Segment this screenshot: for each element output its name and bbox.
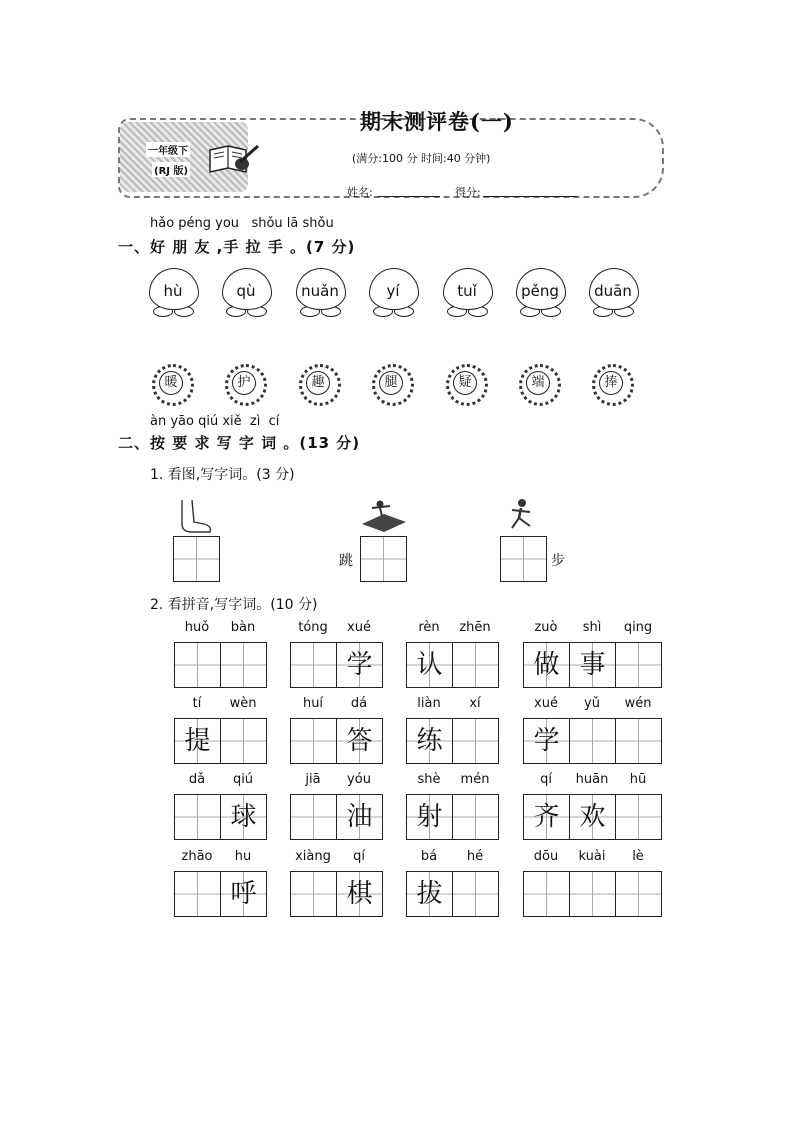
peach-card[interactable] [368, 268, 418, 322]
char-cell[interactable] [453, 643, 499, 687]
pinyin-label: bá [420, 849, 438, 864]
peach-pinyin: tuǐ [457, 282, 477, 300]
pinyin-label: hū [629, 772, 647, 787]
char-cell[interactable]: 认 [407, 643, 453, 687]
word-box[interactable] [290, 871, 383, 917]
running-picture [506, 498, 536, 532]
char-cell[interactable] [221, 643, 267, 687]
char-cell[interactable] [291, 719, 337, 763]
pinyin-label: hu [234, 849, 252, 864]
name-field[interactable] [378, 184, 440, 197]
char-cell[interactable] [570, 719, 616, 763]
char-cell[interactable]: 做 [524, 643, 570, 687]
peach-card[interactable] [515, 268, 565, 322]
pinyin-label: huān [575, 772, 609, 787]
pinyin-label: qing [623, 620, 653, 635]
pinyin-label: shì [582, 620, 602, 635]
section1-title: 一、好 朋 友 ,手 拉 手 。(7 分) [118, 238, 356, 256]
flower-char: 疑 [453, 371, 477, 395]
char-cell[interactable]: 学 [524, 719, 570, 763]
pinyin-label: kuài [578, 849, 606, 864]
section2-pinyin: àn yāo qiú xiě zì cí [150, 414, 280, 429]
char-cell[interactable] [524, 872, 570, 916]
answer-box[interactable] [500, 536, 547, 582]
char-cell[interactable]: 呼 [221, 872, 267, 916]
pinyin-label: zuò [534, 620, 558, 635]
char-cell[interactable] [291, 795, 337, 839]
word-box[interactable] [406, 718, 499, 764]
pinyin-label: dá [350, 696, 368, 711]
char-cell[interactable] [453, 795, 499, 839]
word-box[interactable] [406, 642, 499, 688]
peach-card[interactable] [588, 268, 638, 322]
flower-card[interactable] [299, 364, 339, 404]
char-cell[interactable] [501, 537, 547, 581]
book-pen-icon [206, 140, 264, 176]
pinyin-label: lè [632, 849, 644, 864]
char-cell[interactable] [616, 719, 662, 763]
char-cell[interactable] [175, 643, 221, 687]
page-title: 期末测评卷(一) [360, 109, 514, 134]
peach-pinyin: qù [236, 282, 256, 300]
flower-char: 端 [526, 371, 550, 395]
peach-pinyin: pěng [521, 282, 559, 300]
char-cell[interactable]: 欢 [570, 795, 616, 839]
word-box[interactable] [290, 642, 383, 688]
char-cell[interactable] [291, 872, 337, 916]
peach-pinyin: duān [594, 282, 632, 300]
pinyin-label: jiā [305, 772, 321, 787]
pinyin-label: huí [302, 696, 324, 711]
pinyin-label: yóu [347, 772, 371, 787]
flower-card[interactable] [152, 364, 192, 404]
char-cell[interactable]: 棋 [337, 872, 383, 916]
pinyin-label: mén [460, 772, 490, 787]
char-cell[interactable] [616, 872, 662, 916]
char-cell[interactable]: 答 [337, 719, 383, 763]
char-cell[interactable] [174, 537, 220, 581]
char-cell[interactable]: 练 [407, 719, 453, 763]
pinyin-label: zhāo [181, 849, 213, 864]
char-cell[interactable] [570, 872, 616, 916]
word-box[interactable] [174, 871, 267, 917]
word-box[interactable] [523, 718, 662, 764]
word-box[interactable] [406, 871, 499, 917]
pinyin-label: shè [417, 772, 441, 787]
pinyin-label: zhēn [459, 620, 491, 635]
exam-meta: (满分:100 分 时间:40 分钟) [352, 152, 491, 165]
pinyin-label: tóng [298, 620, 328, 635]
peach-pinyin: hù [163, 282, 183, 300]
flower-card[interactable] [225, 364, 265, 404]
peach-card[interactable] [295, 268, 345, 322]
grade-label: 一年级下 [146, 142, 190, 157]
flower-card[interactable] [519, 364, 559, 404]
flower-char: 护 [232, 371, 256, 395]
char-cell[interactable]: 球 [221, 795, 267, 839]
answer-box[interactable] [173, 536, 220, 582]
char-cell[interactable] [453, 719, 499, 763]
peach-card[interactable] [148, 268, 198, 322]
char-cell[interactable] [453, 872, 499, 916]
word-box[interactable] [174, 642, 267, 688]
pinyin-label: wèn [229, 696, 257, 711]
char-cell[interactable]: 射 [407, 795, 453, 839]
char-cell[interactable]: 学 [337, 643, 383, 687]
peach-pinyin: yí [386, 282, 400, 300]
pinyin-label: xué [347, 620, 371, 635]
word-box[interactable] [523, 794, 662, 840]
jumping-picture [360, 498, 408, 532]
name-label: 姓名: [347, 186, 373, 199]
answer-box[interactable] [360, 536, 407, 582]
pinyin-label: xiàng [295, 849, 331, 864]
char-cell[interactable] [616, 643, 662, 687]
flower-char: 趣 [306, 371, 330, 395]
part2-title: 2. 看拼音,写字词。(10 分) [150, 597, 318, 613]
char-cell[interactable] [616, 795, 662, 839]
flower-char: 捧 [599, 371, 623, 395]
pinyin-label: bàn [230, 620, 256, 635]
pinyin-label: dōu [533, 849, 559, 864]
pinyin-label: xí [469, 696, 481, 711]
flower-card[interactable] [446, 364, 486, 404]
pinyin-label: huǒ [184, 620, 210, 635]
word-box[interactable] [406, 794, 499, 840]
flower-card[interactable] [592, 364, 632, 404]
char-cell[interactable]: 油 [337, 795, 383, 839]
foot-picture [174, 498, 214, 534]
char-cell[interactable] [175, 795, 221, 839]
score-field[interactable] [483, 184, 577, 197]
pinyin-label: qí [540, 772, 552, 787]
prefix-char: 跳 [339, 553, 353, 569]
flower-char: 腿 [379, 371, 403, 395]
section2-title: 二、按 要 求 写 字 词 。(13 分) [118, 434, 361, 452]
word-box[interactable] [174, 794, 267, 840]
pinyin-label: rèn [418, 620, 440, 635]
char-cell[interactable]: 事 [570, 643, 616, 687]
score-label: 得分: [455, 186, 481, 199]
char-cell[interactable] [175, 872, 221, 916]
char-cell[interactable] [291, 643, 337, 687]
word-box[interactable] [290, 718, 383, 764]
word-box[interactable] [523, 642, 662, 688]
pinyin-label: liàn [417, 696, 441, 711]
peach-pinyin: nuǎn [301, 282, 339, 300]
flower-card[interactable] [372, 364, 412, 404]
pinyin-label: hé [466, 849, 484, 864]
char-cell[interactable] [361, 537, 407, 581]
char-cell[interactable]: 拔 [407, 872, 453, 916]
suffix-char: 步 [551, 553, 565, 569]
edition-label: (RJ 版) [152, 162, 190, 177]
peach-card[interactable] [221, 268, 271, 322]
peach-card[interactable] [442, 268, 492, 322]
pinyin-label: qiú [232, 772, 254, 787]
pinyin-label: dǎ [188, 772, 206, 787]
char-cell[interactable]: 提 [175, 719, 221, 763]
section1-pinyin: hǎo péng you shǒu lā shǒu [150, 216, 334, 231]
pinyin-label: yǔ [584, 696, 600, 711]
pinyin-label: qí [353, 849, 365, 864]
flower-char: 暖 [159, 371, 183, 395]
char-cell[interactable]: 齐 [524, 795, 570, 839]
pinyin-label: wén [624, 696, 652, 711]
pinyin-label: xué [534, 696, 558, 711]
word-box[interactable] [523, 871, 662, 917]
pinyin-label: tí [192, 696, 202, 711]
char-cell[interactable] [221, 719, 267, 763]
word-box[interactable] [290, 794, 383, 840]
part1-title: 1. 看图,写字词。(3 分) [150, 467, 295, 483]
word-box[interactable] [174, 718, 267, 764]
